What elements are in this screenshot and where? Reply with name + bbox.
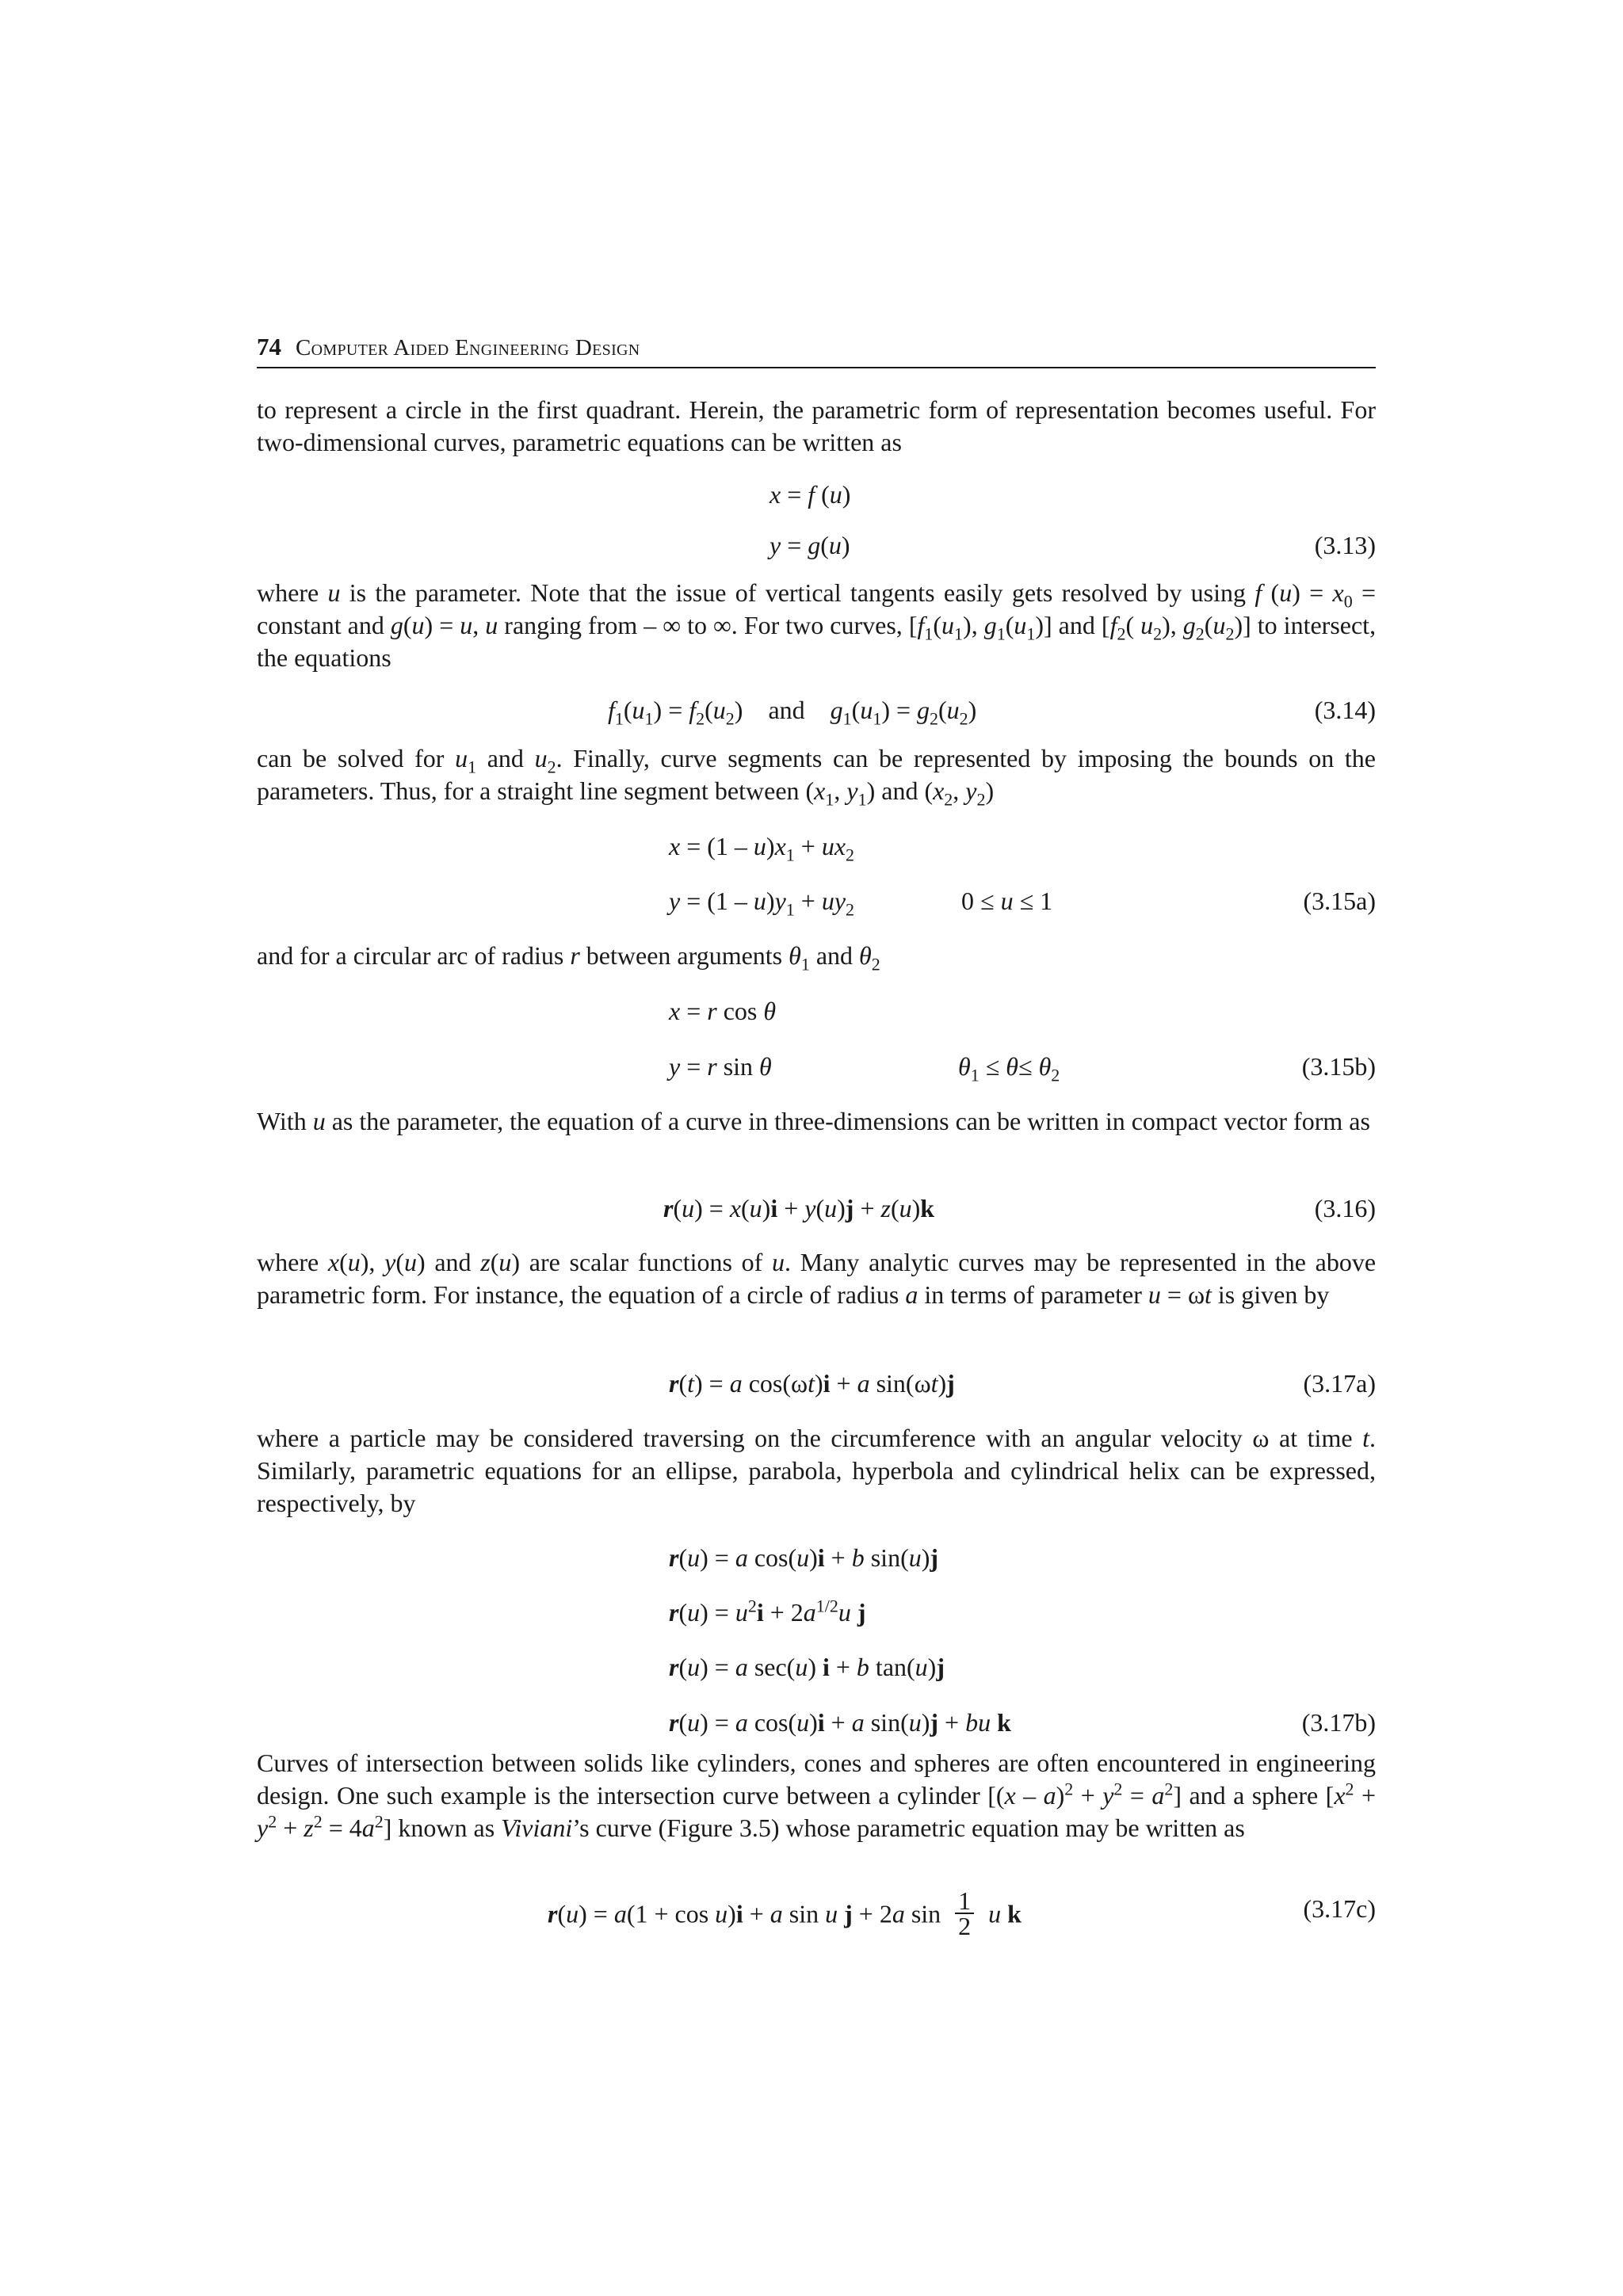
page-number: 74 [257, 333, 281, 360]
running-head [257, 330, 1376, 368]
equation-3-15b-line-2: y = r sin θ [669, 1052, 772, 1081]
equation-3-17b-ellipse: r(u) = a cos(u)i + b sin(u)j [669, 1543, 939, 1572]
document-page [257, 0, 1376, 2296]
paragraph-6: where x(u), y(u) and z(u) are scalar functions of u. Many analytic curves may be represented in the above parametric form. For instance, the equation of a circle of radius a in terms of parameter u = ωt is given by [257, 1248, 1377, 1309]
equation-3-14: $f_1(u_1) = f_2(u_2)$ and $g_1(u_1) = g_2(u_2)$ [608, 696, 977, 729]
book-title: Computer Aided Engineering Design [296, 335, 640, 360]
equation-3-15a-condition: 0 ≤ u ≤ 1 [961, 887, 1053, 915]
equation-3-16: r(u) = x(u)i + y(u)j + z(u)k [663, 1194, 935, 1222]
equation-3-13-line-1: x = f (u) [769, 480, 851, 509]
equation-number-3-14: (3.14) [1314, 696, 1376, 724]
equation-number-3-15b: (3.15b) [1301, 1052, 1376, 1081]
equation-number-3-15a: (3.15a) [1303, 887, 1376, 915]
equation-3-17b-hyperbola: r(u) = a sec(u) i + b tan(u)j [669, 1653, 945, 1681]
paragraph-1: to represent a circle in the first quadrant. Herein, the parametric form of representation becomes useful. For two-dimensional curves, parametric equations can be written as [257, 395, 1376, 456]
equation-number-3-17c: (3.17c) [1303, 1894, 1376, 1923]
paragraph-2: where u is the parameter. Note that the issue of vertical tangents easily gets resolved by using f $(u) = x_0$ = constant and g(u) = u, u ranging from – ∞ to ∞. For two curves, [$f_1(u_1)$, $g_1(u_1)$] and [$f_2$( $u_2$), $g_2(u_2)$] to intersect, the equations [257, 578, 1377, 672]
equation-3-17a: r(t) = a cos(ωt)i + a sin(ωt)j [669, 1369, 955, 1398]
equation-3-15b-line-1: x = r cos θ [669, 997, 777, 1025]
equation-3-17b-helix: r(u) = a cos(u)i + a sin(u)j + bu k [669, 1708, 1011, 1737]
equation-3-15b-condition: $\theta_1 \le \theta\le \theta_2$ [958, 1052, 1060, 1085]
paragraph-8: Curves of intersection between solids like cylinders, cones and spheres are often encountered in engineering design. One such example is the intersection curve between a cylinder $[(x - a)^2 + y^2 = a^2]$ and a sphere $[x^2 + y^2 + z^2 = 4a^2]$ known as Viviani’s curve (Figure 3.5) whose parametric equation may be written as [257, 1749, 1377, 1842]
fraction-one-half: $\frac{1}{2}$ [955, 1889, 974, 1938]
equation-3-13-line-2: y = g(u) [769, 531, 850, 559]
equation-3-17b-parabola: $r(u) = u^2i + 2a^{1/2}u$ j [669, 1596, 866, 1627]
equation-number-3-16: (3.16) [1314, 1194, 1376, 1222]
equation-3-15a-line-1: $x = (1 - u)x_1 + ux_2$ [669, 832, 855, 865]
paragraph-3: can be solved for $u_1$ and $u_2$. Finally, curve segments can be represented by imposing the bounds on the parameters. Thus, for a straight line segment between ($x_1$, $y_1$) and ($x_2$, $y_2$) [257, 744, 1377, 810]
equation-3-17c: r(u) = a(1 + cos u)i + a sin u j + 2a sin $\frac{1}{2}$ u k [548, 1886, 1022, 1940]
paragraph-7: where a particle may be considered traversing on the circumference with an angular velocity ω at time t. Similarly, parametric equations for an ellipse, parabola, hyperbola and cylindrical helix can be expressed, respectively, by [257, 1424, 1376, 1517]
equation-3-15a-line-2: $y = (1 - u)y_1 + uy_2$ [669, 887, 855, 920]
equation-number-3-17a: (3.17a) [1303, 1369, 1376, 1398]
equation-number-3-13: (3.13) [1314, 531, 1376, 559]
paragraph-4: and for a circular arc of radius r between arguments $\theta_1$ and $\theta_2$ [257, 941, 880, 974]
paragraph-5: With u as the parameter, the equation of a curve in three-dimensions can be written in compact vector form as [257, 1107, 1370, 1135]
equation-number-3-17b: (3.17b) [1301, 1708, 1376, 1737]
